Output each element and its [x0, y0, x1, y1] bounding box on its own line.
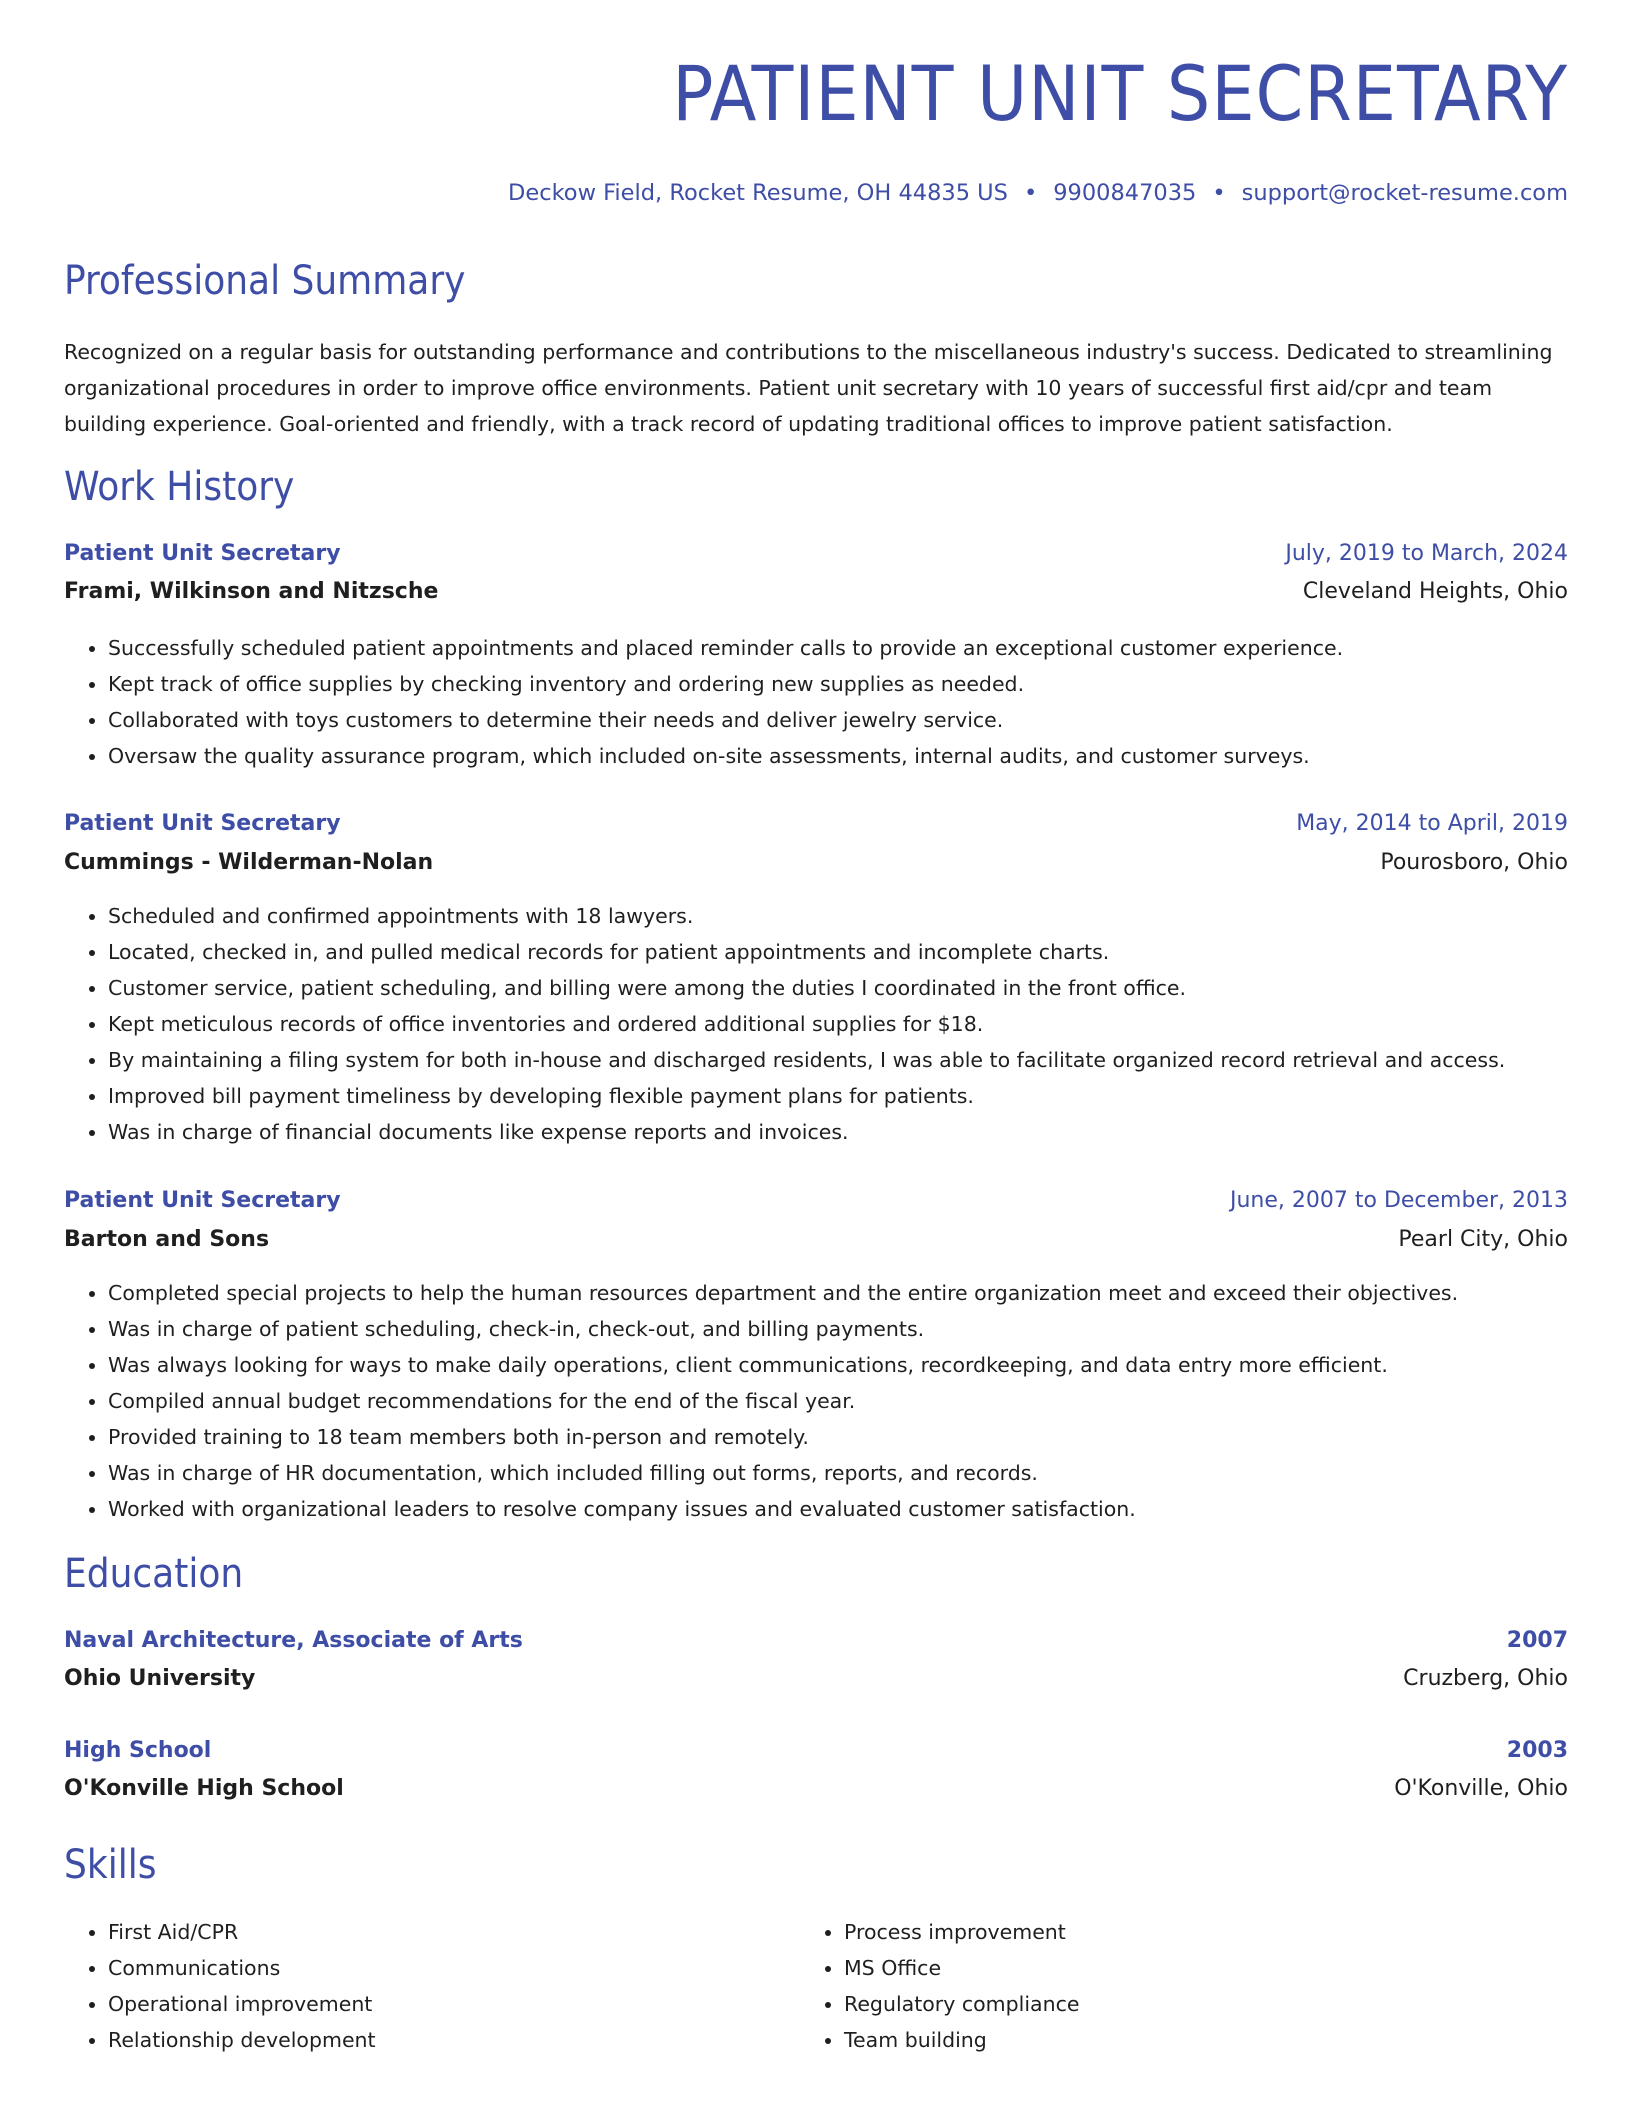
- skill-item: • Team building: [844, 2022, 1079, 2058]
- education-2-degree: High School: [64, 1738, 212, 1763]
- list-item: • Oversaw the quality assurance program, which included on-site assessments, internal audits, and customer surveys.: [108, 738, 1568, 774]
- contact-line: [508, 180, 1568, 206]
- education-1-subheader: [64, 1666, 1568, 1698]
- education-1-year: 2007: [1506, 1628, 1568, 1653]
- list-item: • Completed special projects to help the human resources department and the entire organization meet and exceed their objectives.: [108, 1275, 1568, 1311]
- skill-item: • Communications: [108, 1950, 376, 1986]
- skills-heading: Skills: [64, 1842, 157, 1888]
- job-3-subheader: [64, 1227, 1568, 1259]
- education-2-year: 2003: [1506, 1738, 1568, 1763]
- list-item: • By maintaining a filing system for both in-house and discharged residents, I was able to facilitate organized record retrieval and access.: [108, 1042, 1568, 1078]
- job-1-bullets: [64, 630, 1568, 774]
- list-item: • Was always looking for ways to make daily operations, client communications, recordkeeping, and data entry more efficient.: [108, 1347, 1568, 1383]
- list-item: • Worked with organizational leaders to resolve company issues and evaluated customer satisfaction.: [108, 1491, 1568, 1527]
- education-2-subheader: [64, 1776, 1568, 1808]
- list-item: • Provided training to 18 team members both in-person and remotely.: [108, 1419, 1568, 1455]
- job-1-company: Frami, Wilkinson and Nitzsche: [64, 579, 439, 604]
- education-1-degree: Naval Architecture, Associate of Arts: [64, 1628, 523, 1653]
- education-1-school: Ohio University: [64, 1666, 256, 1691]
- job-1-header: [64, 541, 1568, 573]
- contact-separator: •: [1023, 180, 1038, 206]
- education-2-header: [64, 1738, 1568, 1770]
- job-2-subheader: [64, 850, 1568, 882]
- list-item: • Compiled annual budget recommendations for the end of the fiscal year.: [108, 1383, 1568, 1419]
- list-item: • Was in charge of HR documentation, which included filling out forms, reports, and records.: [108, 1455, 1568, 1491]
- job-1-location: Cleveland Heights, Ohio: [1302, 579, 1568, 604]
- skills-list-left: [64, 1914, 376, 2058]
- contact-phone: 9900847035: [1053, 180, 1197, 206]
- job-3-location: Pearl City, Ohio: [1398, 1227, 1568, 1252]
- list-item: • Located, checked in, and pulled medical records for patient appointments and incomplete charts.: [108, 934, 1568, 970]
- list-item: • Kept meticulous records of office inventories and ordered additional supplies for $18.: [108, 1006, 1568, 1042]
- job-3-bullets: [64, 1275, 1568, 1527]
- job-2-company: Cummings - Wilderman-Nolan: [64, 850, 434, 875]
- list-item: • Was in charge of patient scheduling, check-in, check-out, and billing payments.: [108, 1311, 1568, 1347]
- list-item: • Scheduled and confirmed appointments with 18 lawyers.: [108, 898, 1568, 934]
- contact-separator: •: [1212, 180, 1226, 206]
- job-2-bullets: [64, 898, 1568, 1150]
- contact-email: support@rocket-resume.com: [1241, 180, 1568, 206]
- contact-address: Deckow Field, Rocket Resume, OH 44835 US: [508, 180, 1008, 206]
- job-2-role: Patient Unit Secretary: [64, 811, 341, 836]
- list-item: • Was in charge of financial documents like expense reports and invoices.: [108, 1114, 1568, 1150]
- skill-item: • Operational improvement: [108, 1986, 376, 2022]
- skills-list-right: [800, 1914, 1079, 2058]
- work-history-heading: Work History: [64, 464, 295, 510]
- list-item: • Collaborated with toys customers to determine their needs and deliver jewelry service.: [108, 702, 1568, 738]
- job-3-role: Patient Unit Secretary: [64, 1188, 341, 1213]
- job-1-subheader: [64, 579, 1568, 611]
- education-2-location: O'Konville, Ohio: [1394, 1776, 1568, 1801]
- resume-name: PATIENT UNIT SECRETARY: [672, 49, 1568, 138]
- job-2-location: Pourosboro, Ohio: [1380, 850, 1568, 875]
- job-3-company: Barton and Sons: [64, 1227, 270, 1252]
- list-item: • Successfully scheduled patient appointments and placed reminder calls to provide an exceptional customer experience.: [108, 630, 1568, 666]
- job-2-header: [64, 811, 1568, 843]
- job-2-dates: May, 2014 to April, 2019: [1296, 811, 1568, 836]
- skill-item: • Regulatory compliance: [844, 1986, 1079, 2022]
- skill-item: • MS Office: [844, 1950, 1079, 1986]
- list-item: • Improved bill payment timeliness by developing flexible payment plans for patients.: [108, 1078, 1568, 1114]
- job-1-dates: July, 2019 to March, 2024: [1285, 541, 1568, 566]
- skill-item: • Process improvement: [844, 1914, 1079, 1950]
- list-item: • Customer service, patient scheduling, and billing were among the duties I coordinated in the front office.: [108, 970, 1568, 1006]
- job-3-header: [64, 1188, 1568, 1220]
- education-2-school: O'Konville High School: [64, 1776, 344, 1801]
- education-1-header: [64, 1628, 1568, 1660]
- education-heading: Education: [64, 1551, 244, 1597]
- education-1-location: Cruzberg, Ohio: [1403, 1666, 1568, 1691]
- job-3-dates: June, 2007 to December, 2013: [1229, 1188, 1568, 1213]
- summary-text: Recognized on a regular basis for outstanding performance and contributions to the miscellaneous industry's success. Dedicated to streamlining organizational procedures in order to improve office environments. Patient unit secretary with 10 years of successful first aid/cpr and team building experience. Goal-oriented and friendly, with a track record of updating traditional offices to improve patient satisfaction.: [64, 340, 1553, 436]
- list-item: • Kept track of office supplies by checking inventory and ordering new supplies as needed.: [108, 666, 1568, 702]
- skill-item: • Relationship development: [108, 2022, 376, 2058]
- summary-heading: Professional Summary: [64, 258, 466, 304]
- job-1-role: Patient Unit Secretary: [64, 541, 341, 566]
- skill-item: • First Aid/CPR: [108, 1914, 376, 1950]
